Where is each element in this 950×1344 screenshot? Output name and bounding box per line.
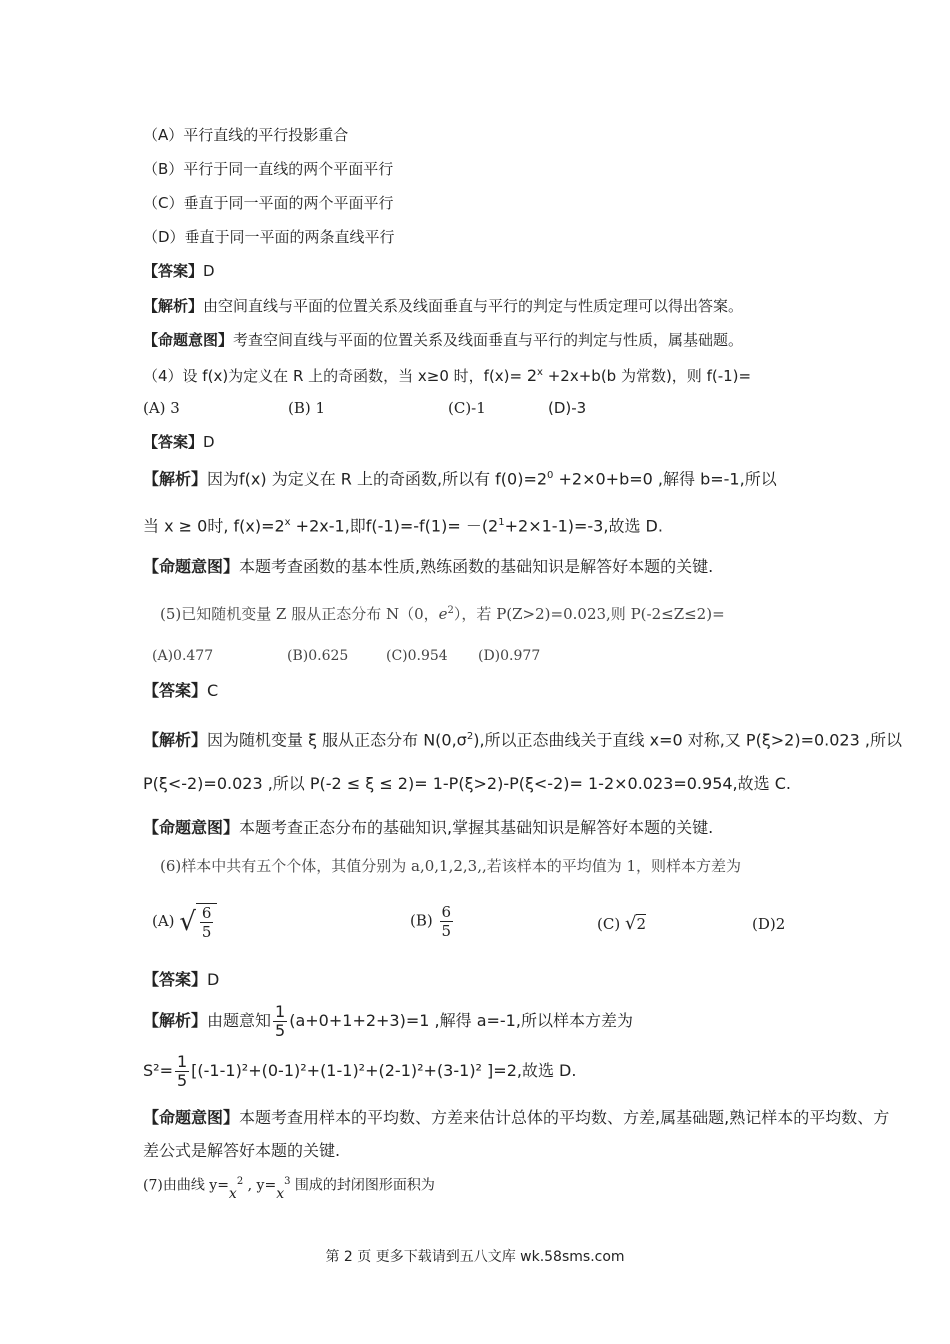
sqrt-symbol: √ $\frac{6}{5}$ [179,903,217,941]
answer-value: D [203,433,215,451]
q5-analysis-1b: ),所以正态曲线关于直线 x=0 对称,又 P(ξ>2)=0.023 ,所以 [473,730,902,750]
q5-analysis-1-sup: 2 [466,731,474,742]
q6-option-b [410,903,455,940]
q7-x2: x [276,1185,285,1202]
q4-analysis-1b: +2×0+b=0 ,解得 b=-1,所以 [553,469,777,489]
q4-analysis-2a: 当 x ≥ 0时, f(x)=2 [143,516,285,536]
q7-stem-a: (7)由曲线 y= [143,1177,229,1194]
q4-analysis-2-sup: x [284,517,291,528]
q6-answer [143,970,219,990]
analysis-tag: 【解析】 [143,297,204,315]
intent-text: 本题考查用样本的平均数、方差来估计总体的平均数、方差,属基础题,熟记样本的平均数、方 [239,1108,890,1127]
q4-analysis-line2 [143,513,663,536]
page-footer: 第 2 页 更多下载请到五八文库 wk.58sms.com [325,1249,625,1265]
answer-tag: 【答案】 [143,970,208,989]
analysis-tag: 【解析】 [143,1011,208,1030]
answer-tag: 【答案】 [143,433,204,451]
q6-analysis-line1 [143,1003,633,1040]
intent-tag: 【命题意图】 [143,331,234,349]
q5-stem-b: ），若 P(Z>2)=0.023,则 P(-2≤Z≤2)= [453,605,725,623]
q3-option-d: （D）垂直于同一平面的两条直线平行 [143,228,395,246]
q3-answer [143,261,215,281]
q4-intent [143,557,713,577]
q5-option-c: (C)0.954 [386,648,448,664]
q3-option-a: （A）平行直线的平行投影重合 [143,126,349,144]
q4-option-d: (D)-3 [548,399,587,417]
q5-e-sup: 2 [447,605,454,616]
q6-stem: (6)样本中共有五个个体，其值分别为 a,0,1,2,3,,若该样本的平均值为 1，则样本方差为 [160,857,742,875]
fraction: $\frac{1}{5}$ [275,1002,286,1040]
q4-exp: x [537,367,543,378]
q3-option-c: （C）垂直于同一平面的两个平面平行 [143,194,394,212]
q7-stem-b: 围成的封闭图形面积为 [290,1177,435,1194]
q6-intent-line2: 差公式是解答好本题的关键. [143,1141,341,1160]
q4-analysis-1-sup: 0 [547,470,554,481]
fraction: $\frac{6}{5}$ [201,904,212,941]
q5-option-d: (D)0.977 [478,648,541,664]
intent-text: 考查空间直线与平面的位置关系及线面垂直与平行的判定与性质，属基础题。 [233,331,744,349]
q6-option-a [152,903,217,941]
q4-option-c: (C)-1 [448,399,486,417]
answer-value: D [207,970,220,989]
q6-analysis-2b: [(-1-1)²+(0-1)²+(1-1)²+(2-1)²+(3-1)² ]=2,故选 D. [191,1061,577,1080]
q6-intent-line1 [143,1108,889,1128]
q6-analysis-1a: 由题意知 [207,1011,272,1030]
q4-analysis-line1 [143,466,777,489]
q7-mid: , y= [243,1177,277,1194]
q6-analysis-line2 [143,1053,576,1090]
q5-stem [160,601,725,624]
q6-option-d: (D)2 [752,915,786,933]
q6-opt-b-label: (B) [410,911,433,930]
q5-answer [143,681,218,701]
q4-answer [143,432,215,452]
intent-tag: 【命题意图】 [143,557,240,576]
q7-x1: x [228,1185,237,1202]
q7-stem [143,1172,435,1202]
q4-analysis-2-sup2: 1 [498,517,505,528]
analysis-text: 由空间直线与平面的位置关系及线面垂直与平行的判定与性质定理可以得出答案。 [203,297,744,315]
q5-option-a: (A)0.477 [152,648,214,664]
q7-sup2: 3 [284,1176,291,1187]
answer-value: C [207,681,219,700]
q6-analysis-1b: (a+0+1+2+3)=1 ,解得 a=-1,所以样本方差为 [289,1011,633,1030]
analysis-tag: 【解析】 [143,730,208,750]
answer-tag: 【答案】 [143,262,204,280]
q5-analysis-line1 [143,727,902,750]
q6-opt-c-label: (C) [597,915,621,933]
q7-sup1: 2 [236,1176,244,1187]
q5-intent [143,818,713,838]
q4-option-a: (A) 3 [143,399,180,417]
q5-option-b: (B)0.625 [287,648,349,664]
intent-tag: 【命题意图】 [143,818,240,837]
q6-option-c: (C) √2 [597,913,646,934]
answer-tag: 【答案】 [143,681,208,700]
q6-analysis-2a: S²= [143,1061,173,1080]
q4-stem-a: （4）设 f(x)为定义在 R 上的奇函数，当 x≥0 时，f(x)= [143,367,527,385]
intent-text: 本题考查正态分布的基础知识,掌握其基础知识是解答好本题的关键. [239,818,714,837]
answer-value: D [203,262,215,280]
fraction: $\frac{1}{5}$ [176,1052,188,1090]
q4-analysis-2b: +2x-1,即f(-1)=-f(1)= －(2 [290,516,499,536]
q3-option-b: （B）平行于同一直线的两个平面平行 [143,160,394,178]
q6-opt-a-label: (A) [152,912,175,930]
q4-analysis-2c: +2×1-1)=-3,故选 D. [504,516,663,536]
analysis-tag: 【解析】 [143,469,208,489]
q4-stem [143,363,751,386]
q4-stem-b: +2x+b(b 为常数)，则 f(-1)= [542,367,752,385]
q5-analysis-1a: 因为随机变量 ξ 服从正态分布 N(0,σ [207,730,467,750]
q4-analysis-1a: 因为f(x) 为定义在 R 上的奇函数,所以有 f(0)=2 [207,469,548,489]
intent-tag: 【命题意图】 [143,1108,240,1127]
q4-base: 2 [526,366,538,385]
q3-analysis [143,296,743,316]
fraction: $\frac{6}{5}$ [441,903,452,940]
q5-stem-a: (5)已知随机变量 Z 服从正态分布 N（0， [160,605,439,623]
q3-intent [143,330,743,350]
q4-option-b: (B) 1 [288,399,326,417]
q5-analysis-line2: P(ξ<-2)=0.023 ,所以 P(-2 ≤ ξ ≤ 2)= 1-P(ξ>2)-P(ξ<-2)= 1-2×0.023=0.954,故选 C. [143,774,791,793]
q5-e: e [438,605,448,623]
intent-text: 本题考查函数的基本性质,熟练函数的基础知识是解答好本题的关键. [239,557,714,576]
